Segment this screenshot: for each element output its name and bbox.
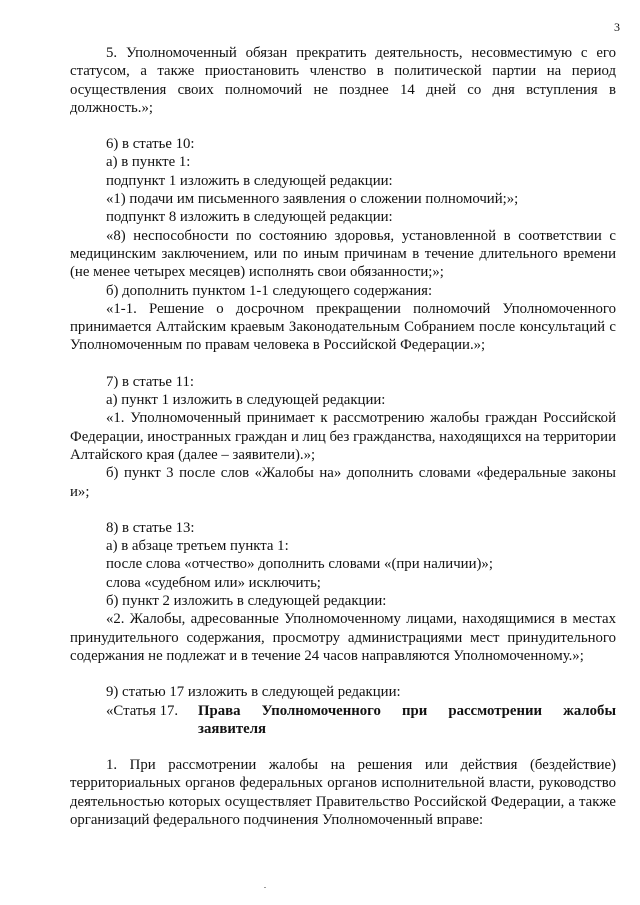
paragraph: 5. Уполномоченный обязан прекратить деятельность, несовместимую с его статусом, а также приостановить членство в политической партии на период осуществления своих полномочий не позднее 14 дней со дня вступления в должность.»; — [70, 45, 616, 116]
paragraph: «1) подачи им письменного заявления о сложении полномочий;»; — [106, 191, 519, 208]
page-number: 3 — [614, 20, 620, 34]
paragraph: 6) в статье 10: — [106, 136, 195, 153]
paragraph: б) пункт 3 после слов «Жалобы на» дополнить словами «федеральные законы и»; — [70, 465, 616, 500]
paragraph: 7) в статье 11: — [106, 373, 194, 390]
paragraph: б) пункт 2 изложить в следующей редакции: — [106, 593, 387, 610]
paragraph: а) в абзаце третьем пункта 1: — [106, 538, 289, 555]
paragraph: 9) статью 17 изложить в следующей редакции: — [106, 684, 401, 701]
paragraph: «2. Жалобы, адресованные Уполномоченному лицами, находящимися в местах принудительного содержания, просмотру администрациями мест принудительного содержания не подлежат и в течение 24 часов направляются Уполномоченному.»; — [70, 611, 616, 664]
paragraph: подпункт 1 изложить в следующей редакции: — [106, 172, 393, 189]
paragraph: «1. Уполномоченный принимает к рассмотрению жалобы граждан Российской Федерации, иностранных граждан и лиц без гражданства, находящихся на территории Алтайского края (далее – заявители).»; — [70, 410, 616, 463]
paragraph: а) пункт 1 изложить в следующей редакции: — [106, 392, 386, 409]
article-number: «Статья 17. — [106, 702, 179, 719]
document-body — [70, 44, 616, 829]
paragraph: подпункт 8 изложить в следующей редакции: — [106, 209, 393, 226]
paragraph: после слова «отчество» дополнить словами «(при наличии)»; — [106, 556, 493, 573]
paragraph: а) в пункте 1: — [106, 154, 191, 171]
paragraph: б) дополнить пунктом 1-1 следующего содержания: — [106, 282, 433, 299]
paragraph: 1. При рассмотрении жалобы на решения или действия (бездействие) территориальных органов федеральных органов исполнительной власти, руководство деятельностью которых осуществляет Правительство Российской Федерации, а также организаций федерального подчинения Уполномоченный вправе: — [70, 757, 616, 828]
scan-speck — [264, 887, 266, 888]
article-title: Права Уполномоченного при рассмотрении жалобы заявителя — [198, 702, 616, 737]
paragraph: «1-1. Решение о досрочном прекращении полномочий Уполномоченного принимается Алтайским краевым Законодательным Собранием после консультаций с Уполномоченным по правам человека в Российской Федерации.»; — [70, 300, 616, 354]
paragraph: слова «судебном или» исключить; — [106, 574, 321, 591]
article-heading — [70, 702, 616, 739]
paragraph: «8) неспособности по состоянию здоровья, установленной в соответствии с медицинским заключением, или по иным причинам в течение длительного времени (не менее четырех месяцев) исполнять свои обязанности;»; — [70, 227, 616, 281]
paragraph: 8) в статье 13: — [106, 519, 195, 536]
